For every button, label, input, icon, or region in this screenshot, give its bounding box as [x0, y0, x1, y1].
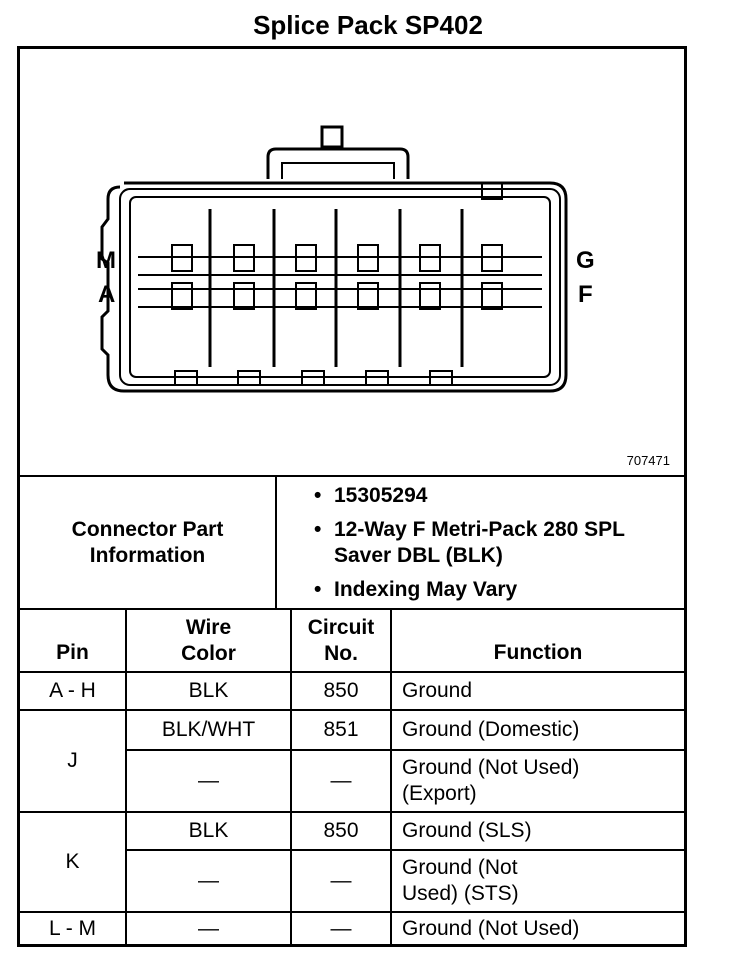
reference-number: 707471 [626, 453, 670, 468]
pin-label-a: A [98, 281, 116, 308]
function-cell: Ground (Domestic) [402, 718, 580, 741]
connector-info-item: • 15305294 [310, 483, 634, 509]
header-circuit-no: Circuit No. [307, 615, 375, 665]
connector-info-label: Connector Part Information [71, 517, 224, 567]
page-title: Splice Pack SP402 [253, 10, 483, 40]
header-function: Function [493, 641, 583, 664]
pin-label-m: M [96, 247, 116, 274]
wire-color-cell: — [198, 869, 219, 892]
wire-color-cell: BLK [188, 679, 229, 702]
circuit-cell: 851 [323, 718, 359, 741]
function-cell: Ground (Not Used) [402, 916, 580, 940]
pin-label-g: G [576, 247, 595, 274]
circuit-cell: — [330, 916, 352, 940]
wire-color-cell: BLK [188, 819, 229, 842]
function-cell: Ground (SLS) [402, 819, 532, 842]
circuit-cell: — [330, 769, 352, 792]
circuit-cell: — [330, 869, 352, 892]
connector-info-item: • Indexing May Vary [310, 577, 634, 603]
circuit-cell: 850 [323, 819, 359, 842]
pin-cell: A - H [49, 679, 96, 702]
pin-cell: K [65, 850, 80, 873]
function-cell: Ground (Not Used) (Export) [402, 756, 580, 805]
pin-cell: L - M [48, 916, 97, 940]
circuit-cell: 850 [323, 679, 359, 702]
wire-color-cell: — [198, 916, 219, 940]
wire-color-cell: BLK/WHT [161, 718, 256, 741]
connector-sheet [17, 46, 687, 947]
connector-info-list [310, 483, 634, 611]
pin-cell: J [67, 749, 78, 772]
connector-info-item: • 12-Way F Metri-Pack 280 SPL Saver DBL (BLK) [310, 517, 634, 569]
header-wire-color: Wire Color [181, 615, 236, 665]
pin-label-f: F [578, 281, 593, 308]
wire-color-cell: — [198, 769, 219, 792]
function-cell: Ground [402, 679, 473, 702]
connector-diagram [20, 49, 684, 475]
function-cell: Ground (Not Used) (STS) [402, 856, 519, 905]
divider [275, 475, 277, 608]
header-pin: Pin [56, 641, 89, 664]
